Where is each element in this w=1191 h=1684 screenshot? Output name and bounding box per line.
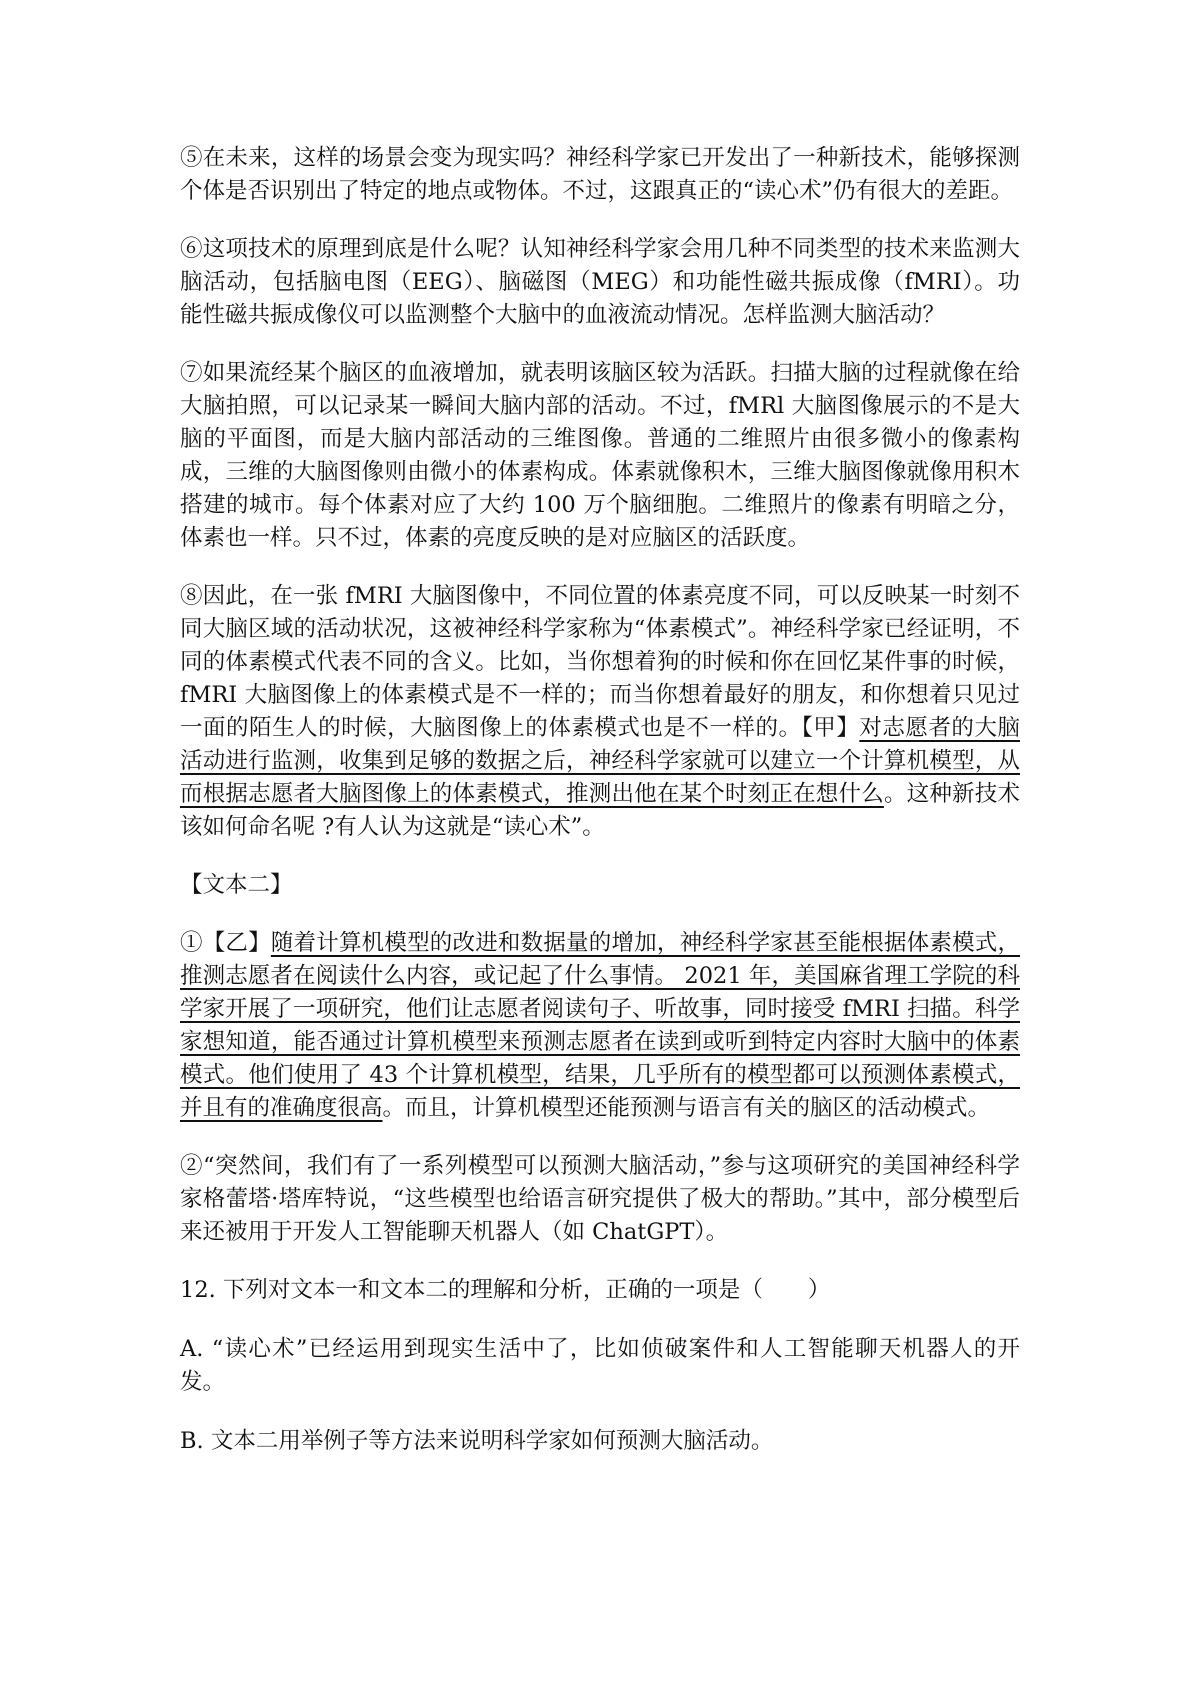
paragraph-8-tail: 。这种新技术该如何命名呢 ?有人认为这就是“读心术”。 xyxy=(180,781,1020,840)
document-page xyxy=(180,142,1020,1484)
text-two-paragraph-1-tail: 。而且，计算机模型还能预测与语言有关的脑区的活动模式。 xyxy=(382,1095,991,1121)
paragraph-8-lead: ⑧因此，在一张 fMRI 大脑图像中，不同位置的体素亮度不同，可以反映某一时刻不同大脑区域的活动状况，这被神经科学家称为“体素模式”。神经科学家已经证明，不同的体素模式代表不同的含义。比如，当你想着狗的时候和你在回忆某件事的时候，fMRI 大脑图像上的体素模式是不一样的；而当你想着最好的朋友，和你想着只见过一面的陌生人的时候，大脑图像上的体素模式也是不一样的。 xyxy=(180,583,1020,741)
question-12-option-a: A. “读心术”已经运用到现实生活中了，比如侦破案件和人工智能聊天机器人的开发。 xyxy=(180,1336,1020,1395)
question-12-option-b: B. 文本二用举例子等方法来说明科学家如何预测大脑活动。 xyxy=(180,1428,774,1454)
marker-yi: ①【乙】 xyxy=(180,930,271,956)
underlined-sentence-yi: 随着计算机模型的改进和数据量的增加，神经科学家甚至能根据体素模式，推测志愿者在阅读什么内容，或记起了什么事情。 2021 年，美国麻省理工学院的科学家开展了一项研究，他们让志愿者阅读句子、听故事，同时接受 fMRI 扫描。科学家想知道，能否通过计算机模型来预测志愿者在读到或听到特定内容时大脑中的体素模式。他们使用了 43 个计算机模型，结果，几乎所有的模型都可以预测体素模式，并且有的准确度很高 xyxy=(180,930,1020,1121)
paragraph-5: ⑤在未来，这样的场景会变为现实吗？神经科学家已开发出了一种新技术，能够探测个体是否识别出了特定的地点或物体。不过，这跟真正的“读心术”仍有很大的差距。 xyxy=(180,145,1020,204)
underlined-sentence-jia: 对志愿者的大脑活动进行监测，收集到足够的数据之后，神经科学家就可以建立一个计算机模型，从而根据志愿者大脑图像上的体素模式，推测出他在某个时刻正在想什么 xyxy=(180,715,1020,807)
paragraph-7: ⑦如果流经某个脑区的血液增加，就表明该脑区较为活跃。扫描大脑的过程就像在给大脑拍照，可以记录某一瞬间大脑内部的活动。不过，fMRl 大脑图像展示的不是大脑的平面图，而是大脑内部活动的三维图像。普通的二维照片由很多微小的像素构成，三维的大脑图像则由微小的体素构成。体素就像积木，三维大脑图像就像用积木搭建的城市。每个体素对应了大约 100 万个脑细胞。二维照片的像素有明暗之分，体素也一样。只不过，体素的亮度反映的是对应脑区的活跃度。 xyxy=(180,360,1020,551)
text-two-paragraph-1 xyxy=(180,927,1020,1125)
question-12-stem: 12. 下列对文本一和文本二的理解和分析，正确的一项是（ ） xyxy=(180,1277,831,1303)
marker-jia: 【甲】 xyxy=(801,715,860,741)
paragraph-8 xyxy=(180,580,1020,844)
text-two-heading: 【文本二】 xyxy=(180,872,293,898)
text-two-paragraph-2: ②“突然间，我们有了一系列模型可以预测大脑活动，”参与这项研究的美国神经科学家格蕾塔·塔库特说，“这些模型也给语言研究提供了极大的帮助。”其中，部分模型后来还被用于开发人工智能聊天机器人（如 ChatGPT）。 xyxy=(180,1153,1020,1245)
paragraph-6: ⑥这项技术的原理到底是什么呢？认知神经科学家会用几种不同类型的技术来监测大脑活动，包括脑电图（EEG）、脑磁图（MEG）和功能性磁共振成像（fMRI）。功能性磁共振成像仪可以监测整个大脑中的血液流动情况。怎样监测大脑活动？ xyxy=(180,236,1020,328)
